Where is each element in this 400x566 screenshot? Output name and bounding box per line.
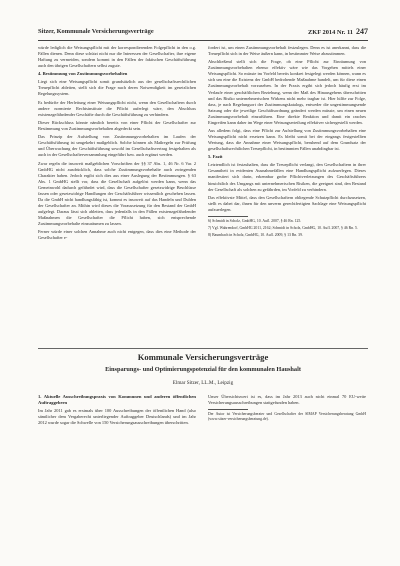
paragraph: Abschließend stellt sich die Frage, ob eine Pflicht zur Einräumung von Zustimmungsvorbehalten ebenso effektiv wäre wie das Vorgehen mittels einer Weisungspflicht. So müsste im Vorfeld bereits konkret festgelegt werden können, wann es sich um eine die Existenz der GmbH bedrohende Maßnahme handelt, um für diese einen Zustimmungsvorbehalt vorzusehen. In der Praxis ergibt sich jedoch häufig erst im Verlaufe einer geschäftlichen Beziehung, wenn der Maß des Hinausgehens überschritten und das Risiko unternehmerischen Wirkens nicht mehr tragbar ist. Hier hilfte zur Folge, dass, je nach Regelungsort der Zustimmungskatalogs, entweder die ungestimmungsende Satzung oder die jeweilige Geschäftsordnung geändert werden müsste, um einen neuen Zustimmungsvorbehalt einzuführen. Eine direkte Reaktion und damit ein rasches Eingreifen kann daher im Wege einer Weisungserteilung effektiver sichergestellt werden. — [208, 59, 366, 125]
section-heading: 5. Fazit — [208, 154, 223, 160]
page-header — [38, 28, 368, 41]
article-right-column — [208, 394, 366, 424]
paragraph: Im Jahr 2011 gab es erstmals über 100 Ausschreibungen der öffentlichen Hand (also sämtlicher dem Vergaberecht unterliegender Auftraggeber Deutschlands) und im Jahr 2012 wurde sogar die Schwelle von 150 Versicherungsausschreibungen überschritten. — [38, 408, 196, 426]
article-separator — [38, 348, 368, 349]
footnote: 8) Baumbach in Scholz, GmbHG, 10. Aufl. 2009, § 13 Rn. 39. — [208, 233, 303, 238]
paragraph: Das effektivste Mittel, dass den Gesellschaftern obliegende Schutzpflicht durchzusetzen, stellt es dabei dar, ihnen für den unverm gerechtfertigten Sachlage eine Weisungspflicht aufzuerlegen. — [208, 194, 366, 212]
paragraph: Liegt sich eine Weisungspflicht somit grundsätzlich aus der gesellschaftsrechtlichen Treuepflicht ableiten, stellt sich die Frage nach deren Notwendigkeit im gesetzlichen Regelungssystem. — [38, 79, 196, 97]
right-column — [208, 45, 366, 240]
article-subtitle: Einsparungs- und Optimierungspotenzial für den kommunalen Haushalt — [105, 366, 301, 373]
paragraph: Unser Übersichtswert ist es, dass im Jahr 2013 auch nicht einmal 70 EU-weite Versicherungsausschreibungen stattgefunden haben. — [208, 394, 366, 406]
left-column — [38, 45, 196, 244]
footnote: 6) Schmidt in Scholz, GmbHG, 10. Aufl. 2007, § 46 Rn. 125. — [208, 218, 302, 223]
article-title: Kommunale Versicherungsverträge — [137, 352, 269, 362]
header-right — [308, 27, 368, 36]
author-footnote: Der Autor ist Versicherungsberater und Gesellschafter der SIMAP Versicherungsberatung GmbH (www.sitzer-versicherungsberatung.de). — [208, 412, 366, 422]
paragraph: Ferner würde einer solchen Annahme auch nicht entgegen, dass dies eine Methode der Gesellschafter e- — [38, 229, 196, 241]
footnote: 7) Vgl. Wahrendorf, GmbHG 2011, 2162; Schmidt in Scholz, GmbHG, 10. Aufl. 2007, § 46 Rn. 5. — [208, 226, 358, 231]
paragraph: Dieser Rückschluss könnte nämlich bereits von einer Pflicht der Gesellschafter zur Bestimmung von Zustimmungsvorbehalten abgedeckt sein. — [38, 120, 196, 132]
header-journal-ref: ZKF 2014 Nr. 11 — [308, 29, 353, 36]
article-author: Elmar Sitzer, LL.M., Leipzig — [172, 380, 234, 386]
footnote-divider — [208, 216, 248, 217]
article-left-column — [38, 394, 196, 428]
article-section-heading: 1. Aktuelle Ausschreibungspraxis von Kommunen und anderen öffentlichen Auftraggebern — [38, 394, 196, 405]
paragraph: Zwar regeln die insoweit maßgeblichen Vorschriften der §§ 37 Abs. 1, 46 Nr. 6 Var. 2 GmbHG nicht ausdrücklich, dass solche Zustimmungsvorbehalte auch zwingenden Charakter haben. Jedoch ergibt sich dies aus einer Auslegung der Bestimmungen. § 63 Abs. 1 GmbHG stellt vor, dass die Gesellschaft aufgelöst werden kann, wenn das Gemeinwohl dadurch gefährdet wird, dass die Gesellschafter gesetzwidrige Beschlüsse fassen oder gesetzwidrige Handlungen der Geschäftsführer wissentlich geschehen lassen. Da die GmbH nicht handlungsfähig ist, kommt es insoweit auf das Handeln und Dulden der Gesellschafter an. Mithin wird dieses die Voraussetzung für den Bestand der GmbH aufgelegt. Daraus lässt sich ableiten, dass jedenfalls in den Fällen existenzgefährdender Maßnahmen die Gesellschafter die Pflicht haben, sich entsprechende Zustimmungsvorbehalte einzuräumen zu lassen. — [38, 160, 196, 227]
paragraph: fordert ist, um einen Zustimmungsvorbehalt festzulegen. Denn es ist anerkannt, dass die Treuepflicht sich in der Weise äußern kann, in bestimmter Weise abzustimmen. — [208, 45, 366, 57]
paragraph: Letztendlich ist festzuhalten, dass die Treuepflicht verlangt, den Gesellschaftern in ihrer Gesamtheit in evidenten Ausnahmefällen eine Handlungspflicht aufzuerlegen. Dieses manifestiert sich darin, erkennbar grobe Pflichtverletzungen des Geschäftsführers hinsichtlich des Umgangs mit unternehmerischen Risiken, die geeignet sind, den Bestand der Gesellschaft als solchen zu gefährden, im Vorfeld zu verhindern. — [208, 162, 366, 192]
paragraph: Aus alledem folgt, dass eine Pflicht zur Aufstellung von Zustimmungsvorbehalten eine Weisungspflicht nicht ersetzen kann. Es bleibt somit bei der eingangs festgestellten Wertung, dass die Annahme einer Weisungspflicht, beruhend auf dem Grundsatz der gesellschaftsrechtlichen Treuepflicht, in bestimmten Fällen unabdingbar ist. — [208, 127, 366, 152]
header-left-title: Sitzer, Kommunale Versicherungsverträge — [38, 28, 154, 35]
page-number: 247 — [356, 27, 368, 36]
section-heading: 4. Bestimmung von Zustimmungsvorbehalten — [38, 71, 128, 77]
paragraph: würde lediglich die Weisungspflicht mit der korrespondierenden Folgepflicht in den o.g. Fällen dienen. Denn diese schützt nicht nur die Interessen der Gesellschafter, ihre eigene Haftung zu vermeiden, sondern kommt in den Fällen der faktischen Geschäftsführung auch den übrigen Gesellschaftern selbst zugute. — [38, 45, 196, 69]
paragraph: Es bedürfte der Herleitung einer Weisungspflicht nicht, wenn den Gesellschaftern durch andere normierte Rechtsinstitute die Pflicht auferlegt wäre, den Abschluss existenzgefährdender Geschäfte durch die Geschäftsführung zu verhindern. — [38, 99, 196, 117]
footnote-divider — [208, 409, 248, 410]
paragraph: Das Prinzip der Aufstellung von Zustimmungsvorbehalten im Laufen der Geschäftsführung ist umgekehrt maßgeblich. Solche können als Maßregeln zur Prüfung und Überwachung der Geschäftsführung sowohl im Gesellschaftsvertrag festgehalten als auch in der Gesellschafterversammlung eingeführt bzw. auch ergänzt werden. — [38, 134, 196, 158]
